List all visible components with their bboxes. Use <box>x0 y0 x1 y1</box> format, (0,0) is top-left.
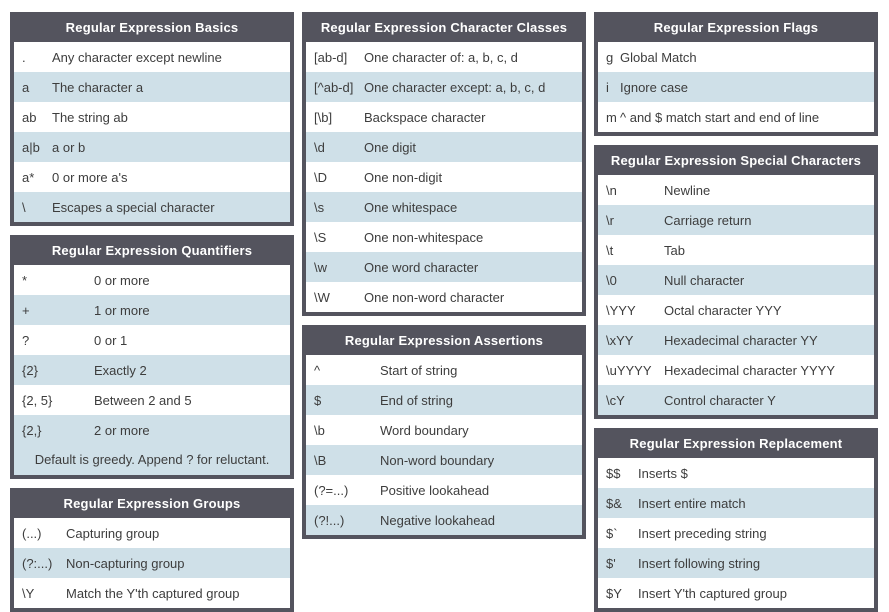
table-row <box>306 282 582 312</box>
table-row <box>14 385 290 415</box>
table-row <box>598 175 874 205</box>
description-cell: Capturing group <box>66 525 160 541</box>
description-cell: Inserts $ <box>638 465 688 481</box>
description-cell: One character of: a, b, c, d <box>364 49 518 65</box>
pattern-cell: $Y <box>606 585 622 601</box>
table-row <box>14 102 290 132</box>
description-cell: a or b <box>52 139 86 155</box>
description-cell: One word character <box>364 259 479 275</box>
description-cell: One digit <box>364 139 417 155</box>
description-cell: One character except: a, b, c, d <box>364 79 546 95</box>
pattern-cell: $ <box>314 392 322 408</box>
table-row <box>598 325 874 355</box>
pattern-cell: (?=...) <box>314 482 349 498</box>
table-row <box>306 505 582 535</box>
table-row <box>14 192 290 222</box>
description-cell: The string ab <box>52 109 128 125</box>
description-cell: The character a <box>52 79 144 95</box>
table-row <box>306 72 582 102</box>
description-cell: Positive lookahead <box>380 482 490 498</box>
table-row <box>306 415 582 445</box>
pattern-cell: ? <box>22 332 30 348</box>
pattern-cell: a <box>22 79 30 95</box>
table-row <box>598 235 874 265</box>
table-row <box>598 205 874 235</box>
table-footer: Default is greedy. Append ? for reluctant. <box>14 445 290 475</box>
table-title: Regular Expression Flags <box>598 16 874 42</box>
pattern-cell: + <box>22 302 30 318</box>
description-cell: Hexadecimal character YY <box>664 332 818 348</box>
pattern-cell: \r <box>606 212 614 228</box>
pattern-cell: a|b <box>22 139 40 155</box>
pattern-cell: \xYY <box>606 332 634 348</box>
table-row <box>14 42 290 72</box>
description-cell: Escapes a special character <box>52 199 215 215</box>
table-title: Regular Expression Basics <box>14 16 290 42</box>
pattern-cell: \Y <box>22 585 35 601</box>
pattern-cell: \0 <box>606 272 617 288</box>
description-cell: Carriage return <box>664 212 752 228</box>
table-title: Regular Expression Assertions <box>306 329 582 355</box>
pattern-cell: [ab-d] <box>314 49 348 65</box>
description-cell: Insert Y'th captured group <box>638 585 787 601</box>
table-quantifiers <box>10 235 294 479</box>
table-title: Regular Expression Groups <box>14 492 290 518</box>
description-cell: Backspace character <box>364 109 486 125</box>
description-cell: ^ and $ match start and end of line <box>620 109 820 125</box>
description-cell: Match the Y'th captured group <box>66 585 240 601</box>
table-row <box>306 162 582 192</box>
table-row <box>14 162 290 192</box>
table-row <box>306 102 582 132</box>
pattern-cell: (?:...) <box>22 555 53 571</box>
pattern-cell: \s <box>314 199 325 215</box>
table-row <box>598 578 874 608</box>
pattern-cell: \t <box>606 242 614 258</box>
description-cell: One non-digit <box>364 169 443 185</box>
pattern-cell: (?!...) <box>314 512 345 528</box>
table-character-classes <box>302 12 586 316</box>
description-cell: Exactly 2 <box>94 362 147 378</box>
table-row <box>14 325 290 355</box>
table-row <box>14 355 290 385</box>
description-cell: 2 or more <box>94 422 150 438</box>
description-cell: 1 or more <box>94 302 150 318</box>
table-row <box>14 72 290 102</box>
pattern-cell: \ <box>22 199 26 215</box>
description-cell: Tab <box>664 242 685 258</box>
table-row <box>598 355 874 385</box>
pattern-cell: \uYYYY <box>606 362 652 378</box>
table-body <box>14 265 290 445</box>
pattern-cell: \n <box>606 182 617 198</box>
pattern-cell: * <box>22 272 28 288</box>
pattern-cell: a* <box>22 169 35 185</box>
table-row <box>306 192 582 222</box>
table-body <box>306 355 582 535</box>
pattern-cell: \w <box>314 259 327 275</box>
table-row <box>598 518 874 548</box>
table-row <box>598 385 874 415</box>
description-cell: One whitespace <box>364 199 458 215</box>
table-row <box>14 518 290 548</box>
pattern-cell: \cY <box>606 392 625 408</box>
pattern-cell: g <box>606 49 614 65</box>
pattern-cell: $` <box>606 525 618 541</box>
table-title: Regular Expression Special Characters <box>598 149 874 175</box>
table-row <box>598 102 874 132</box>
table-body <box>598 175 874 415</box>
description-cell: One non-whitespace <box>364 229 484 245</box>
pattern-cell: $& <box>606 495 622 511</box>
table-title: Regular Expression Character Classes <box>306 16 582 42</box>
pattern-cell: ^ <box>314 362 321 378</box>
table-row <box>306 355 582 385</box>
pattern-cell: m <box>606 109 617 125</box>
description-cell: Non-word boundary <box>380 452 495 468</box>
table-body <box>14 42 290 222</box>
column-left <box>10 12 294 612</box>
description-cell: Non-capturing group <box>66 555 185 571</box>
description-cell: Between 2 and 5 <box>94 392 192 408</box>
description-cell: Null character <box>664 272 745 288</box>
pattern-cell: i <box>606 79 609 95</box>
description-cell: Insert preceding string <box>638 525 767 541</box>
description-cell: End of string <box>380 392 453 408</box>
table-row <box>598 72 874 102</box>
description-cell: Control character Y <box>664 392 776 408</box>
table-row <box>306 132 582 162</box>
table-row <box>14 548 290 578</box>
description-cell: 0 or more a's <box>52 169 128 185</box>
table-row <box>598 458 874 488</box>
pattern-cell: [^ab-d] <box>314 79 354 95</box>
table-row <box>14 265 290 295</box>
description-cell: 0 or 1 <box>94 332 128 348</box>
column-right <box>594 12 878 612</box>
pattern-cell: \D <box>314 169 327 185</box>
pattern-cell: {2,} <box>22 422 42 438</box>
table-row <box>306 42 582 72</box>
table-row <box>14 295 290 325</box>
pattern-cell: {2} <box>22 362 38 378</box>
pattern-cell: \d <box>314 139 325 155</box>
pattern-cell: \S <box>314 229 327 245</box>
table-row <box>306 385 582 415</box>
description-cell: Word boundary <box>380 422 469 438</box>
table-row <box>14 415 290 445</box>
table-body <box>598 458 874 608</box>
table-row <box>306 475 582 505</box>
table-body <box>598 42 874 132</box>
description-cell: Octal character YYY <box>664 302 782 318</box>
table-title: Regular Expression Quantifiers <box>14 239 290 265</box>
description-cell: Insert following string <box>638 555 761 571</box>
description-cell: Hexadecimal character YYYY <box>664 362 836 378</box>
table-row <box>598 42 874 72</box>
description-cell: Global Match <box>620 49 697 65</box>
pattern-cell: $' <box>606 555 616 571</box>
pattern-cell: ab <box>22 109 37 125</box>
pattern-cell: . <box>22 49 26 65</box>
table-row <box>14 132 290 162</box>
description-cell: Any character except newline <box>52 49 222 65</box>
description-cell: Start of string <box>380 362 458 378</box>
table-row <box>598 295 874 325</box>
table-special-characters <box>594 145 878 419</box>
table-title: Regular Expression Replacement <box>598 432 874 458</box>
table-row <box>306 252 582 282</box>
table-row <box>598 488 874 518</box>
pattern-cell: {2, 5} <box>22 392 53 408</box>
table-groups <box>10 488 294 612</box>
description-cell: 0 or more <box>94 272 150 288</box>
table-basics <box>10 12 294 226</box>
table-body <box>14 518 290 608</box>
column-middle <box>302 12 586 612</box>
table-row <box>306 222 582 252</box>
table-row <box>14 578 290 608</box>
description-cell: Insert entire match <box>638 495 746 511</box>
description-cell: Ignore case <box>620 79 688 95</box>
table-row <box>306 445 582 475</box>
table-assertions <box>302 325 586 539</box>
table-body <box>306 42 582 312</box>
table-flags <box>594 12 878 136</box>
pattern-cell: \B <box>314 452 327 468</box>
pattern-cell: $$ <box>606 465 621 481</box>
description-cell: Negative lookahead <box>380 512 495 528</box>
table-replacement <box>594 428 878 612</box>
pattern-cell: \W <box>314 289 330 305</box>
table-row <box>598 548 874 578</box>
description-cell: Newline <box>664 182 711 198</box>
table-row <box>598 265 874 295</box>
pattern-cell: [\b] <box>314 109 333 125</box>
pattern-cell: (...) <box>22 525 42 541</box>
description-cell: One non-word character <box>364 289 505 305</box>
pattern-cell: \YYY <box>606 302 636 318</box>
pattern-cell: \b <box>314 422 325 438</box>
